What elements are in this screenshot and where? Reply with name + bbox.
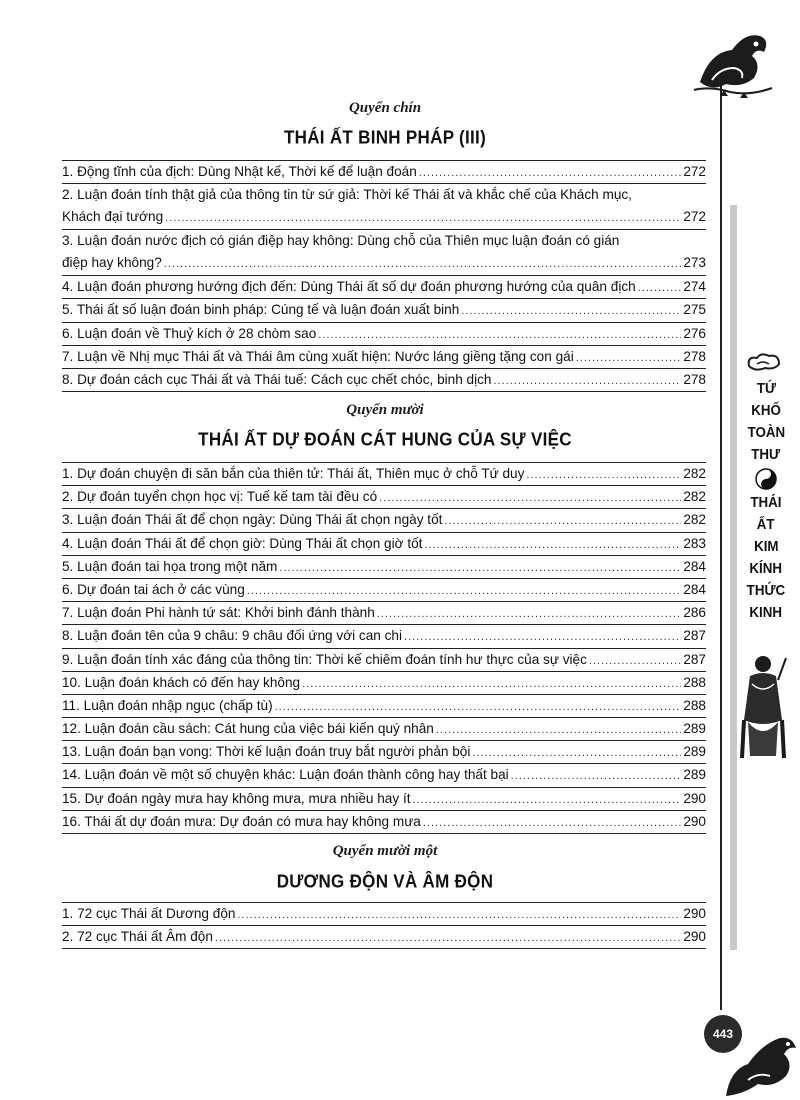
side-title-word: THỨC [746, 583, 786, 599]
toc-list [62, 462, 706, 834]
toc-entry-line [62, 346, 706, 369]
toc-entry [62, 556, 706, 579]
toc-entry-text: 9. Luận đoán tính xác đáng của thông tin: Thời kế chiêm đoán tính hư thực của sự việc [62, 651, 587, 667]
toc-entry-text: 7. Luận về Nhị mục Thái ất và Thái âm cùng xuất hiện: Nước láng giềng tặng con gái [62, 348, 574, 364]
toc-entry-text: 10. Luận đoán khách có đến hay không [62, 674, 301, 690]
toc-entry-line [62, 206, 706, 229]
toc-entry-line [62, 161, 706, 184]
margin-gray-strip [730, 205, 737, 950]
toc-entry-line [62, 299, 706, 322]
toc-entry [62, 486, 706, 509]
section-title: THÁI ẤT BINH PHÁP (III) [283, 127, 487, 148]
dot-leader [589, 650, 681, 672]
toc-entry-line [62, 718, 706, 741]
side-title-word: KÍNH [749, 561, 783, 577]
toc-entry [62, 741, 706, 764]
toc-entry-line [62, 184, 706, 206]
dot-leader [165, 207, 681, 229]
dot-leader [318, 324, 681, 346]
toc-entry-page: 276 [683, 325, 706, 341]
section-title: THÁI ẤT DỰ ĐOÁN CÁT HUNG CỦA SỰ VIỆC [198, 429, 572, 450]
toc-entry-line [62, 323, 706, 346]
toc-entry [62, 509, 706, 532]
toc-list [62, 902, 706, 949]
toc-entry-page: 290 [683, 906, 706, 921]
toc-entry-line [62, 764, 706, 787]
toc-entry-text: điệp hay không? [62, 255, 162, 271]
toc-entry-line [62, 579, 706, 602]
side-title-word: THƯ [751, 447, 781, 463]
toc-entry-line [62, 276, 706, 299]
toc-entry-text: 12. Luận đoán cầu sách: Cát hung của việc bái kiến quý nhân [62, 721, 434, 737]
dot-leader [576, 347, 682, 369]
toc-entry-page: 286 [683, 605, 706, 621]
toc-entry-line [62, 486, 706, 509]
toc-entry-line [62, 252, 706, 275]
toc-entry [62, 625, 706, 648]
toc-entry [62, 230, 706, 276]
toc-entry-page: 290 [683, 813, 706, 829]
section-title: DƯƠNG ĐỘN VÀ ÂM ĐỘN [276, 871, 494, 892]
toc-entry-text: 15. Dự đoán ngày mưa hay không mưa, mưa nhiều hay ít [62, 790, 411, 806]
toc-entry-page: 290 [683, 790, 706, 806]
toc-entry-page: 287 [683, 628, 706, 644]
toc-entry-line [62, 672, 706, 695]
dot-leader [275, 696, 682, 718]
dot-leader [419, 162, 682, 184]
dot-leader [215, 927, 681, 949]
toc-entry-page: 289 [683, 744, 706, 760]
toc-entry-page: 284 [683, 581, 706, 597]
toc-entry-text: 6. Dự đoán tai ách ở các vùng [62, 581, 245, 597]
toc-entry [62, 602, 706, 625]
toc-entry [62, 579, 706, 602]
dot-leader [526, 464, 681, 486]
warrior-figure-icon [738, 650, 788, 760]
toc-entry [62, 672, 706, 695]
toc-entry-line [62, 788, 706, 811]
side-title-word: TỨ [756, 381, 776, 397]
dot-leader [302, 673, 681, 695]
toc-entry-page: 289 [683, 767, 706, 783]
toc-entry-page: 284 [683, 558, 706, 574]
toc-entry-text: 5. Luận đoán tai họa trong một năm [62, 558, 278, 574]
dot-leader [404, 626, 681, 648]
toc-entry-text: 14. Luận đoán về một số chuyện khác: Luận đoán thành công hay thất bại [62, 767, 509, 783]
toc-entry-text: 1. Dự đoán chuyện đi săn bắn của thiên tử: Thái ất, Thiên mục ở chỗ Tứ duy [62, 466, 525, 481]
side-title-word: TOÀN [747, 425, 785, 441]
toc-entry [62, 649, 706, 672]
toc-list [62, 160, 706, 392]
section-subtitle: Quyển chín [348, 100, 422, 116]
toc-entry [62, 369, 706, 392]
toc-entry [62, 299, 706, 322]
dot-leader [237, 904, 681, 926]
toc-entry [62, 323, 706, 346]
yin-yang-icon [755, 468, 777, 490]
dot-leader [247, 580, 682, 602]
toc-entry [62, 184, 706, 230]
toc-entry-text: 2. Luận đoán tính thật giả của thông tin từ sứ giả: Thời kế Thái ất và khắc chế của Khách mục, [62, 187, 632, 203]
toc-entry-page: 282 [683, 489, 706, 505]
cloud-ornament-icon [745, 350, 783, 372]
toc-entry-line [62, 926, 706, 949]
toc-entry-page: 275 [683, 302, 706, 318]
toc-entry-line [62, 509, 706, 532]
toc-entry-page: 272 [683, 209, 706, 225]
section-subtitle: Quyển mười [346, 402, 424, 418]
toc-entry [62, 695, 706, 718]
side-title-word: KHỐ [751, 403, 781, 419]
toc-entry-text: 8. Dự đoán cách cục Thái ất và Thái tuế: Cách cục chết chóc, binh dịch [62, 371, 492, 387]
dot-leader [472, 742, 681, 764]
toc-entry [62, 718, 706, 741]
side-title-word: KIM [753, 539, 779, 555]
toc-entry-line [62, 533, 706, 556]
toc-entry [62, 926, 706, 949]
toc-entry-text: 7. Luận đoán Phi hành tứ sát: Khởi binh đánh thành [62, 605, 375, 621]
toc-entry-text: 1. 72 cục Thái ất Dương độn [62, 906, 236, 921]
dot-leader [494, 370, 682, 392]
toc-entry [62, 788, 706, 811]
toc-entry-page: 288 [683, 697, 706, 713]
page-number-badge: 443 [704, 1015, 742, 1053]
side-title-word: KINH [749, 605, 783, 621]
toc-entry-page: 287 [683, 651, 706, 667]
toc-entry-page: 278 [683, 348, 706, 364]
toc-entry-line [62, 369, 706, 392]
toc-entry-page: 290 [683, 929, 706, 945]
toc-entry-line [62, 649, 706, 672]
side-title-word: ẤT [757, 517, 775, 533]
dot-leader [424, 534, 681, 556]
toc-entry [62, 463, 706, 486]
dot-leader [638, 277, 682, 299]
toc-entry-text: 3. Luận đoán Thái ất để chọn ngày: Dùng Thái ất chọn ngày tốt [62, 512, 443, 528]
toc-entry-line [62, 903, 706, 926]
toc-entry [62, 811, 706, 834]
toc-entry-text: 3. Luận đoán nước địch có gián điệp hay không: Dùng chỗ của Thiên mục luận đoán có gián [62, 233, 620, 249]
toc-entry [62, 346, 706, 369]
dot-leader [379, 487, 681, 509]
toc-entry [62, 276, 706, 299]
toc-entry-page: 288 [683, 674, 706, 690]
dot-leader [511, 765, 682, 787]
toc-entry [62, 533, 706, 556]
side-book-title [740, 378, 792, 624]
toc-entry-line [62, 602, 706, 625]
toc-entry [62, 161, 706, 184]
toc-entry-text: 2. Dự đoán tuyển chọn học vị: Tuế kế tam tài đều có [62, 489, 378, 505]
toc-entry-page: 272 [683, 164, 706, 179]
toc-entry-page: 273 [683, 255, 706, 271]
section-subtitle: Quyển mười một [332, 843, 438, 859]
dot-leader [444, 510, 681, 532]
toc-entry-text: 2. 72 cục Thái ất Âm độn [62, 929, 213, 945]
toc-entry-line [62, 695, 706, 718]
side-title-word: THÁI [750, 495, 782, 511]
toc-entry [62, 764, 706, 787]
dot-leader [164, 253, 682, 275]
toc-entry-line [62, 556, 706, 579]
toc-entry-text: 4. Luận đoán Thái ất để chọn giờ: Dùng Thái ất chọn giờ tốt [62, 535, 423, 551]
toc-entry-text: 11. Luận đoán nhập ngục (chấp tù) [62, 697, 273, 713]
toc-entry [62, 903, 706, 926]
toc-entry-text: 16. Thái ất dự đoán mưa: Dự đoán có mưa hay không mưa [62, 813, 421, 829]
toc-entry-text: 8. Luận đoán tên của 9 châu: 9 châu đối ứng với can chi [62, 628, 402, 644]
toc-entry-line [62, 811, 706, 834]
margin-rule [720, 80, 722, 1010]
dot-leader [413, 789, 682, 811]
dot-leader [377, 603, 682, 625]
toc-entry-page: 274 [683, 279, 706, 295]
toc-entry-line [62, 463, 706, 486]
toc-entry-text: 13. Luận đoán bạn vong: Thời kế luận đoán truy bắt người phản bội [62, 744, 471, 760]
toc-entry-text: Khách đại tướng [62, 209, 164, 225]
toc-entry-line [62, 741, 706, 764]
toc-entry-page: 282 [683, 466, 706, 481]
toc-entry-page: 283 [683, 535, 706, 551]
toc-entry-text: 5. Thái ất số luận đoán binh pháp: Cúng tế và luận đoán xuất binh [62, 302, 460, 318]
dot-leader [279, 557, 681, 579]
toc-entry-page: 278 [683, 371, 706, 387]
toc-entry-page: 282 [683, 512, 706, 528]
dot-leader [423, 812, 681, 834]
toc-entry-page: 289 [683, 721, 706, 737]
toc-entry-line [62, 230, 706, 252]
dot-leader [461, 300, 681, 322]
toc-entry-text: 1. Động tĩnh của địch: Dùng Nhật kế, Thời kế để luận đoán [62, 164, 417, 179]
toc-entry-text: 6. Luận đoán về Thuỷ kích ở 28 chòm sao [62, 325, 317, 341]
dot-leader [436, 719, 681, 741]
dragon-emblem-icon [690, 22, 775, 100]
toc-entry-line [62, 625, 706, 648]
toc-entry-text: 4. Luận đoán phương hướng địch đến: Dùng Thái ất số dự đoán phương hướng của quân địch [62, 279, 636, 295]
